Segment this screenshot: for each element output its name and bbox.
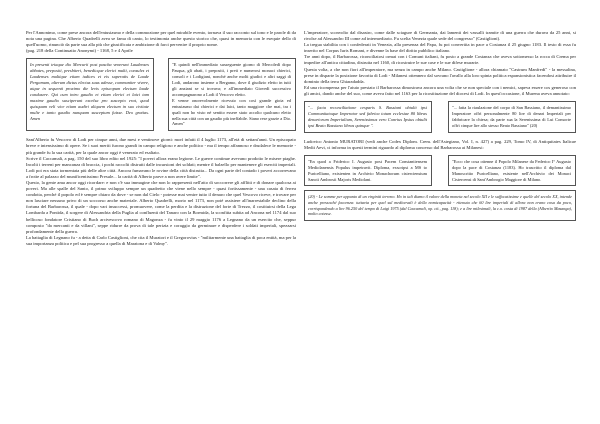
right-paragraph-4: Questa volta, a che non fiori all'imperatore, ma senza in campo anche Milano. Castiglione - allora chiamato "Castrum Manfredi" - la messalina, prese in disparte la posizione favorita di Lodi - Milanesi ottennero dal sovrano l'avallo alla loro spinta politica espansionistica facendosi attribuire il dominio della terra Ghiaradadda. <box>304 66 576 84</box>
left-paragraph-1: Per l'Annonimo, come prese ancora dell'entusiasmo e della commozione per quel mirabile evento, tornava il suo racconto sul tono e le parole di da nota una pagina. Che Alberto Quadrelli avea se fama di canto, lo testimonia anche questo storico che, quasi in memoria con le esequie dello di quell'uomo, rinunciò da parte sua alla più che giustificata e ambizione di farci pervenire il proprio nome. <box>26 30 296 48</box>
left-paragraph-3: Scrive il Caccamali, a pag. 150 del suo libro edito nel 1925: "I poveri allora erano legione. Le guerre continue avevano prodotto le misere piaghe. Incolti i terreni per mancanza di braccia, i pochi raccolti distrutti dalle incursioni dei soldati; mentre il balzello per mantenere gli eserciti imperiali. Lodi poi era stata tormentata più delle altre città. Ancora fumavano le rovine della città distrutta... Da ogni parte del contado i poveri accorrevano a frotte al palazzo del munificentissimo Presule... la carità di Alberto parve a non avere limite". <box>26 155 296 179</box>
diploma-latin-box <box>304 155 432 187</box>
murena-translation-text: "... fatta la riaulazione del corpo di San Bassiano, il demantissimo Imperatore offrì personalmente 80 lire di denari Imperiali per fabbricare la chiesa; da parte sua la Serenissima di Lui Consorte offrì cinque lire allo stesso Beato Bassiano" (20) <box>452 105 571 128</box>
diploma-quote-pair <box>304 155 576 187</box>
left-paragraph-2: Sant'Alberto fu Vescovo di Lodi per cinque anni, due mesi e ventinove giorni: morì infatti il 4 luglio 1173, all'età di settant'anni. Un episcopato breve e intensissimo di opere. Se i suoi meriti furono grandi in campo religioso e anche politico - ma il tempo affannoso e drudalece le memorie - più grande fu la sua carità, per la quale ancor oggi è venerato ed esaltato. <box>26 137 296 155</box>
right-paragraph-6: Ludovico Antonio MURATORI (vedi anche Codex Diplom. Crem. dell'Astegiano, Vol. I, n. 427) a pag. 229, Tomo IV, di Antiquitates Italicae Medii Aevi, ci informa in questi termini riguardo al diploma concesso dal Barbarossa ai Milanesi: <box>304 138 576 150</box>
right-paragraph-2: La tregua stabilita con i confederati in Venezia, alla presenza del Papa, fu poi convertita in pace a Costanza il 25 giugno 1183. Il testo di essa fu inserito nel Corpus Iuris Romani, e divenne la base del diritto pubblico italiano. <box>304 42 576 54</box>
diploma-translation-box <box>448 155 576 187</box>
footnote-box <box>304 190 576 220</box>
murena-translation-box <box>448 101 576 133</box>
diploma-translation-text: "Ecco che cosa ottenne il Popolo Milanese da Federico I° Augusto dopo la pace di Costanza (1183). Ho trascritto il diploma dal Manoscritto Puricelliano, esistente nell'Archivio dei Monaci Cistercensi di Sant'Ambrogio Maggiore di Milano. <box>452 158 571 182</box>
translation-quote-box <box>168 58 296 131</box>
diploma-latin-text: "En quod a Friderico I. Augusto post Pacem Constantiensem Mediolanensis Populus impetravit. Diploma, exscripsi a MS to Puricelliano, existenten in Archivio Monachorum cisterciensium Sancti Ambrosii Majoris Mediolani. <box>308 158 427 182</box>
murena-quote-pair <box>304 101 576 133</box>
left-paragraph-4: Questo, la gente ama ancor oggi ricordare: e non c'è sua immagine che non lo rappresenti nell'atto di soccorrere gli afflitti e di donare qualcosa ai poveri. Ma alle spalle del Santo, il primo sviluppo sempre un quadretto che viene nello sempre - quasi fortissamente - una casata di ferrea condotta, perché il popolo ed è sempre chiaro da dove - se non dal Cielo - potesse mai venire tutto il denaro che quel Vescovo riceve, e trovare per non lasciare nessuno privo di un soccorso anche materiale. Alberto Quadrelli, morto nel 1173, non poté assistere all'inarrestabile declino della fortuna del Barbarossa, il quale - dopo vari insuccessi, promuovere, come la perdita e la distruzione del forte di Trezzo, il costituirsi della Lega Lombarda a Pontida, il sorgere di Alessandria della Puglia al confluenti del Tanaro con la Bormida, la sconfitta subita ad Ancona nel 1174 dal suo bellicoso fondatore Cristiano di Buch arcivescovo romano di Magonza - fu vinto il 29 maggio 1176 a Legnano da un esercito che, seppur composto "da mercanti e da villani", seppe ridurre da prova di tale perizia e coraggio da germinare e disperdere i soldati imperiali, spezzarsi profondamente della guerra. <box>26 180 296 234</box>
left-paragraph-5: La battaglia di Legnano fu - a detta di Carlo Castiglioni, che cita il Muratori e il Gregorovius - "militarmente una battaglia di poca entità, ma per la sua importanza politica e pel sua progresso a quella di Maratona e di Valmy". <box>26 234 296 246</box>
left-column <box>26 30 296 247</box>
latin-translation-pair <box>26 58 296 131</box>
latin-quote-text: In presenti triaque dio Mercurii post pascha venerunt Laudenses abbates, prepositi, presbiteri, benedicque clerici multi, consules et Laudenses multique etiam iudices et eis superatis de Laude Pergamum, alterum dictus electus suus adesse, communiter vivere, atque in sequenti proximo die levis episcopum electum laude condusere. Qui cum intro gaudio et etiam clerici et laici tam maxime gaudio susciperunt excelsa pro suscepto erat, quod quisquam veli vice etiam audiri aliquem electum in suo civitate multe e tanto gaudio nunquam susceptum fuisse. Deo gratias. Amen <box>30 62 149 121</box>
footnote-text: (20) - Le somme per appunto di un virginiti terreno. Ho in tali diamo il valore della moneta nel secolo XII e le suffocatissime e quelle del secolo XX, intende anche pressoché faccenza: tuttavia per quel sul medioevali è della nomicapacità - ritenuta che 60 lire imperiali di allora non erano cosa da poco, corrispondendo a lire 96.250 del tempo di Luigi 1975 (dal Caccamali, op. cit., pag. 118); e a lire milesimali, la c.o. costa di 1987 della (Albertio Masanga), molto cotesse. <box>308 194 572 217</box>
translation-quote-text: "E quindi nell'immediato susseguente giorno di Mercoledì dopo Pasqua, gli abati, i prepositi, i preti e numerosi monaci chierici, consoli e i Lodigiani, nonché anche molti giudici e altri saggi di Lodi, andarono insieme a Bergamo, dove il giudizio eletto in tutti gli anziani se si trovava; e all'immediato Giovedì successivo accompagnarono a Lodi il Vescovo eletto. E venne onorevolmente ricevuto con così grande gioia ed entusiasmo dai chierici e dai laici, tanto maggiore che mai, tra i quali non ho visto né sentito essere stato accolto qualcuno eletto nella sua città con un gaudio più ineffabile. Siano rese grazie a Dio. Amen" <box>172 62 291 127</box>
right-paragraph-1: L'imperatore, sconvolto dal disastro, come dalle sciagure di Germania, dai lamenti dei vassalli tramite di una guerra che durava da 25 anni, si rivolse ad Alessandro III come ad intermediario. Fu scelta Venezia quale sede del congresso" (Castiglioni). <box>304 30 576 42</box>
murena-latin-box <box>304 101 432 133</box>
right-paragraph-3: Tre anni dopo, il Barbarossa, riconciliatosi ormai con i Comuni italiani, fu posto a grande Costanza che aveva sottomesso la rocca di Crema per impedire all'antica cittadina, distrutta nel 1160, di ricostruire le sue case e le sue difese murarie. <box>304 54 576 66</box>
left-reference: (pag. 218 della Continuatio Anonymi) - 1168, 5 e 4 Aprile <box>26 48 133 54</box>
latin-quote-box <box>26 58 154 131</box>
murena-latin-text: "... facta reconciliatione cesparis S. Bassiani obtulit ipsi Communitatoque Imperator sed fabrica totum ecclesiae 80 libras denariorum Imperialium, Serenissimus vero Conrius Ipsius obtulit ipsi Beato Bassiano libras quinque ". <box>308 105 427 128</box>
right-paragraph-5: Ed una ricompensa per l'aiuto prestato il Barbarossa dimostrava ancora una volta che se non speciale con i nemici, sapeva essere cos generoso con gli amici, dando anche del suo, come aveva fatto nel 1163 per la ricostituzione del diocesi di Lodi. In quest'occasione, il Murena aveva annotato: <box>304 84 576 96</box>
right-column <box>304 30 576 221</box>
